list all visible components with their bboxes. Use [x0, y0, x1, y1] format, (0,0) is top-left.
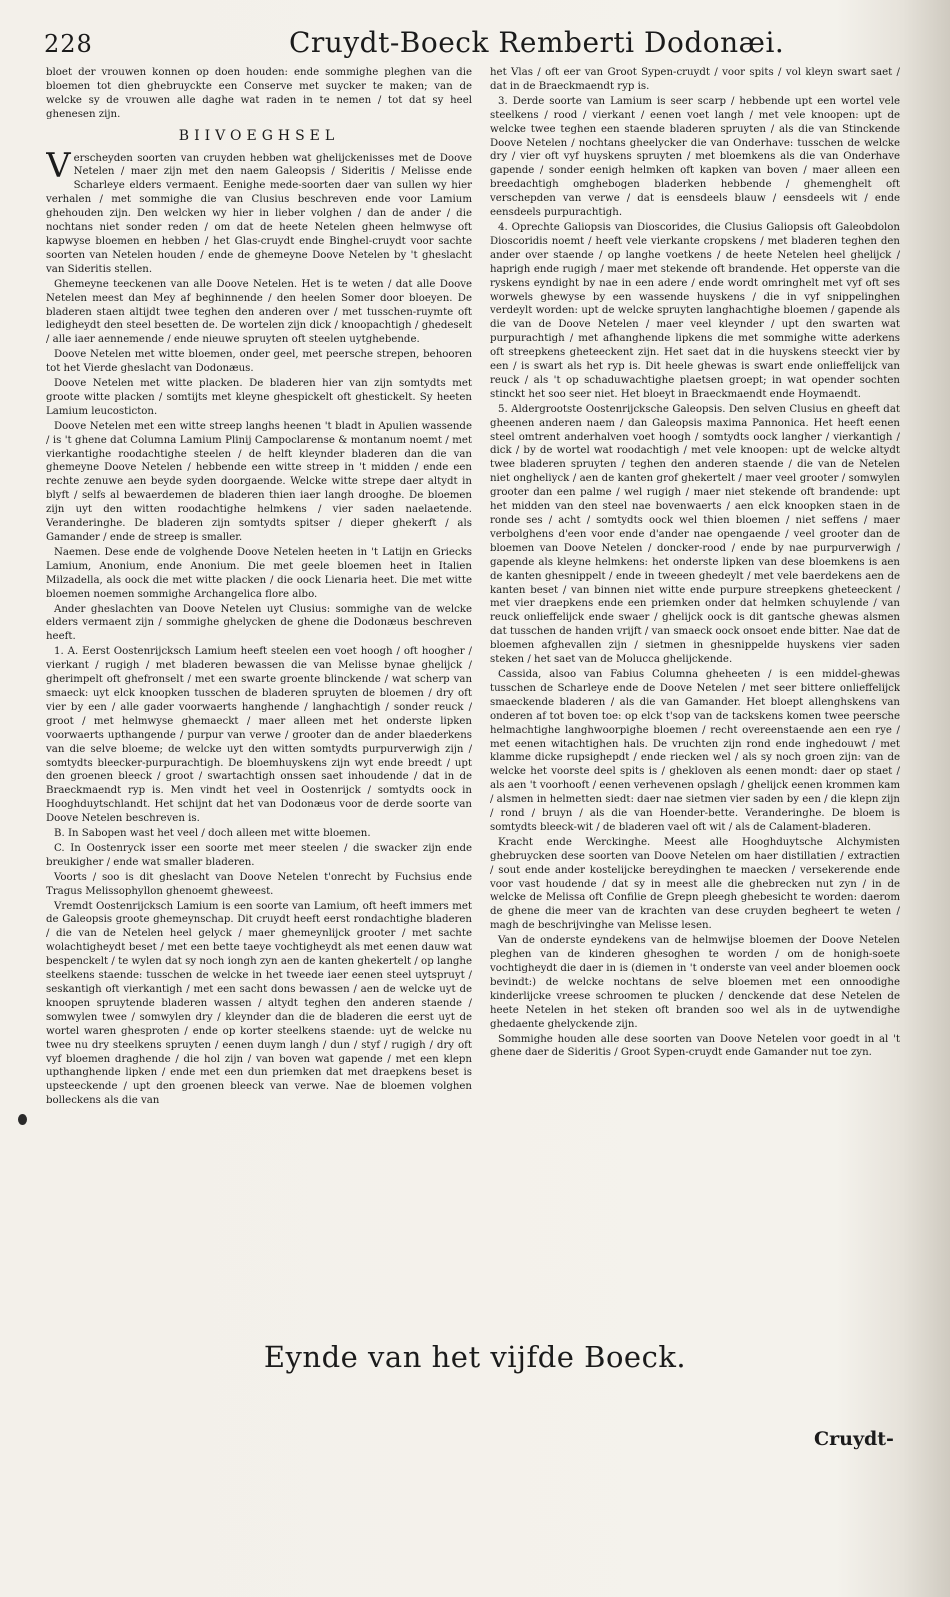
right-paragraph: Sommighe houden alle dese soorten van Doove Netelen voor goedt in al 't ghene daer de Sideritis / Groot Sypen-cruydt ende Gamander nut toe zyn. [490, 1033, 900, 1059]
left-column [46, 66, 472, 1316]
intro-paragraph: bloet der vrouwen konnen op doen houden: ende sommighe pleghen van die bloemen tot dien ghebruyckte een Conserve met suycker te maken; van de welcke sy de vrouwen alle daghe wat raden in te nemen / tot dat sy heel ghenesen zijn. [46, 67, 472, 120]
ink-spot [18, 1114, 27, 1125]
right-paragraph: Kracht ende Werckinghe. Meest alle Hooghduytsche Alchymisten ghebruycken dese soorten van Doove Netelen om haer distillatien / extractien / sout ende ander kostelijcke bereydinghen te maecken / versekerende ende voor vast houdende / dat sy in meest alle die ghebrecken nut zyn / in de welcke de Melissa oft Confilie de Grepn pleegh ghebesicht te worden: daerom de ghene die meer van de krachten van dese cruyden begheert te weten / magh de beschrijvinghe van Melisse lesen. [490, 836, 900, 932]
section-heading: BIIVOEGHSEL [178, 127, 340, 144]
left-paragraph: Doove Netelen met een witte streep langhs heenen 't bladt in Apulien wassende / is 't ghene dat Columna Lamium Plinij Campoclarense & montanum noemt / met vierkantighe roodachtighe steelen / de helft kleynder bladeren dan die van ghemeyne Doove Netelen / hebbende een witte streep in 't midden / ende een rechte zenuwe aen beyde syden doorgaende. Welcke witte strepe daer altydt in blyft / selfs al bewaerdemen de bladeren thien iaer langh drooghe. De bloemen zijn uyt den witten roodachtighe helmkens / vier saden naelaetende. Veranderinghe. De bladeren zijn somtydts spitser / dieper ghekerft / als Gamander / ende de streep is smaller. [46, 420, 472, 543]
drop-cap: V [46, 145, 71, 186]
left-paragraph: Voorts / soo is dit gheslacht van Doove Netelen t'onrecht by Fuchsius ende Tragus Melissophyllon ghenoemt gheweest. [46, 871, 472, 897]
left-paragraph: Doove Netelen met witte placken. De bladeren hier van zijn somtydts met groote witte placken / somtijts met kleyne ghespickelt oft ghestickelt. Sy heeten Lamium leucosticton. [46, 378, 472, 417]
right-column [490, 66, 900, 1256]
running-title: Cruydt-Boeck Remberti Dodonæi. [289, 26, 785, 59]
right-paragraph: Cassida, alsoo van Fabius Columna gheheeten / is een middel-ghewas tusschen de Scharleye ende de Doove Netelen / met seer bittere onlieffelijck smaeckende bladeren / als die van Gamander. Het bloept allenghskens van onderen af tot boven toe: op elck t'sop van de tackskens komen twee peersche helmachtighe langhwoorpighe bloemen / recht overeenstaende aen een rye / met eenen witachtighen hals. De vruchten zijn rond ende inghedouwt / met klamme dicke rupsighepdt / ende riecken wel / als sy noch groen zijn: van de welcke het voorste deel spits is / ghekloven als eenen mondt: daer op staet / als aen 't voorhooft / eenen verhevenen opslagh / ghelijck eenen krommen kam / alsmen in helmetten siedt: daer nae sietmen vier saden by een / die klepn zijn / rond / bruyn / als die van Hoender-bette. Veranderinghe. De bloem is somtydts bleeck-wit / de bladeren vael oft wit / als de Calament-bladeren. [490, 668, 900, 833]
left-paragraph: Ander gheslachten van Doove Netelen uyt Clusius: sommighe van de welcke elders vermaent zijn / sommighe ghelycken de ghene die Dodonæus beschreven heeft. [46, 603, 472, 643]
left-paragraph: B. In Sabopen wast het veel / doch alleen met witte bloemen. [54, 828, 371, 840]
end-of-book-title: Eynde van het vijfde Boeck. [263, 1340, 687, 1374]
page-number: 228 [44, 30, 93, 58]
left-paragraph: Doove Netelen met witte bloemen, onder geel, met peersche strepen, behooren tot het Vierde gheslacht van Dodonæus. [46, 349, 472, 375]
catchword: Cruydt- [814, 1428, 894, 1450]
left-paragraph: Ghemeyne teeckenen van alle Doove Netelen. Het is te weten / dat alle Doove Netelen meest dan Mey af beghinnende / den heelen Somer door bloeyen. De bladeren staen altijdt twee teghen den anderen over / met tusschen-ruymte oft ledigheydt den steel besetten de. De wortelen zijn dick / knoopachtigh / ghedeselt / alle iaer aennemende / ende nieuwe spruyten oft steelen uytghebende. [46, 278, 472, 346]
right-paragraph: het Vlas / oft eer van Groot Sypen-cruydt / voor spits / vol kleyn swart saet / dat in de Braeckmaendt ryp is. [490, 67, 900, 92]
left-paragraph: C. In Oostenryck isser een soorte met meer steelen / die swacker zijn ende breukigher / ende wat smaller bladeren. [46, 842, 472, 868]
right-paragraph: 5. Aldergrootste Oostenrijcksche Galeopsis. Den selven Clusius en gheeft dat gheenen anderen naem / dan Galeopsis maxima Pannonica. Het heeft eenen steel omtrent anderhalven voet hoogh / somtydts oock langher / vierkantigh / dick / by de wortel wat roodachtigh / met vele knoopen: upt de welcke altydt twee bladeren spruyten / teghen den anderen staende / die van de Netelen niet ongheliyck / aen de kanten grof ghekertelt / maer veel grooter / somwylen grooter dan een palme / wel rugigh / maer niet stekende oft brandende: upt het midden van den steel nae bovenwaerts / aen elck knoopken staen in de ronde ses / acht / somtydts oock wel thien bloemen / niet seffens / maer verbolghens d'een voor ende d'ander nae opengaende / veel grooter dan de bloemen van Doove Netelen / doncker-rood / ende by nae purpurverwigh / gapende als kleyne helmkens: het onderste lipken van dese bloemkens is aen de kanten ghesnippelt / ende in tweeen ghedeylt / met vele baerdekens aen de kanten beset / van binnen niet witte ende purpure streepkens gheteeckent / met vier draepkens ende een priemken onder dat helmken schuylende / van reuck onlieffelijck ende swaer / ghelijck oock is dit gantsche ghewas alsmen dat tusschen de handen vrijft / van smaeck oock onsoet ende bitter. Nae dat de bloemen afghevallen zijn / sietmen in ghesnippelde huyskens vier saden steken / het saet van de Molucca ghelijckende. [490, 403, 900, 666]
left-paragraph: Verscheyden soorten van cruyden hebben wat ghelijckenisses met de Doove Netelen / maer zijn met den naem Galeopsis / Sideritis / Melisse ende Scharleye elders vermaent. Eenighe mede-soorten daer van sullen wy hier verhalen / met sommighe die van Clusius beschreven ende voor Lamium ghehouden zijn. Den welcken wy hier in lieber volghen / dan de ander / die nochtans niet sonder reden / om dat de heete Netelen gheen helmwyse oft kapwyse bloemen en hebben / het Glas-cruydt ende Binghel-cruydt voor sachte soorten van Netelen houden / ende de ghemeyne Doove Netelen by 't gheslacht van Sideritis stellen. [46, 145, 472, 275]
left-paragraph: Vremdt Oostenrijcksch Lamium is een soorte van Lamium, oft heeft immers met de Galeopsis groote ghemeynschap. Dit cruydt heeft eerst rondachtighe bladeren / die van de Netelen heel gelyck / maer ghemeynlijck grooter / met sachte wolachtigheydt beset / met een bette taeye vochtigheydt als met eenen dauw wat bespenckelt / te wylen dat sy noch iongh zyn aen de kanten ghekertelt / op langhe steelkens staende: tusschen de welcke in het tweede iaer eenen steel uytspruyt / seskantigh oft vierkantigh / met een sacht dons bewassen / aen de welcke uyt de knoopen spruytende bladeren wassen / altydt teghen den anderen staende / somwylen twee / somwylen dry / kleynder dan die de bladeren die eerst uyt de wortel waren ghesproten / ende op korter steelkens staende: uyt de welcke nu twee nu dry steelkens spruyten / eenen duym langh / dun / styf / rugigh / dry oft vyf bloemen draghende / die hol zijn / van boven wat gapende / met een klepn upthanghende lipken / ende met een dun priemken dat met draepkens beset is upsteeckende / upt den groenen bleeck van verwe. Nae de bloemen volghen bolleckens als die van [46, 900, 472, 1107]
page-header [44, 22, 904, 66]
left-paragraph: Naemen. Dese ende de volghende Doove Netelen heeten in 't Latijn en Griecks Lamium, Anonium, ende Anonium. Die met geele bloemen heet in Italien Milzadella, als oock die met witte placken / die oock Lienaria heet. Die met witte bloemen noemen sommighe Archangelica flore albo. [46, 546, 472, 600]
right-paragraph: 4. Oprechte Galiopsis van Dioscorides, die Clusius Galiopsis oft Galeobdolon Dioscoridis noemt / heeft vele vierkante cropskens / met bladeren teghen den ander over staende / op langhe voetkens / de heete Netelen heel ghelijck / haprigh ende rugigh / maer met stekende oft brandende. Het opperste van die ryskens eyndight by nae in een adere / ende wordt omringhelt met vyf oft ses worwels ghewyse by een wassende huyskens / die in vyf snippelinghen verdeylt worden: upt de welcke spruyten langhachtighe bloemen / gapende als die van de Doove Netelen / maer veel kleynder / upt den swarten wat purpurachtigh / met afhanghende lipkens die met sommighe witte aderkens oft streepkens gheteeckent zijn. Het saet dat in die huyskens steeckt vier by een / is swart als het ryp is. Dit heele ghewas is swart ende onlieffelijck van reuck / als 't op schaduwachtighe plaetsen groept; in wat opender sochten stinckt het soo seer niet. Het bloeyt in Braeckmaendt ende Hoymaendt. [490, 221, 900, 400]
right-paragraph: Van de onderste eyndekens van de helmwijse bloemen der Doove Netelen pleghen van de kinderen ghesoghen te worden / om de honigh-soete vochtigheydt die daer in is (diemen in 't onderste van veel ander bloemen oock bevindt:) de welcke nochtans de selve bloemen met een onnoodighe kinderlijcke vreese schroomen te plucken / denckende dat dese Netelen de heete Netelen in het steken oft branden soo wel als in de uytwendighe ghedaente ghelyckende zijn. [490, 935, 900, 1030]
left-paragraph: 1. A. Eerst Oostenrijcksch Lamium heeft steelen een voet hoogh / oft hoogher / vierkant / rugigh / met bladeren bewassen die van Melisse bynae ghelijck / gherimpelt oft ghefronselt / met een swarte groente blinckende / wat scherp van smaeck: uyt elck knoopken tusschen de bladeren spruyten de bloemen / dry oft vier by een / alle gader voorwaerts hanghende / langhachtigh / sonder reuck / groot / met helmwyse ghemaeckt / maer alleen met het onderste lipken voorwaerts upthangende / purpur van verwe / grooter dan de ander blaederkens van die selve bloeme; de welcke uyt den witten somtydts purpurverwigh zijn / somtydts bleecker-purpurachtigh. De bloemhuyskens zijn wyt ende breedt / upt den groenen bleeck / groot / swartachtigh onssen saet inhoudende / dat in de Braeckmaendt ryp is. Men vindt het veel in Oostenrijck / somtydts oock in Hooghduytschlandt. Het schijnt dat het van Dodonæus voor de derde soorte van Doove Netelen beschreven is. [46, 646, 472, 825]
right-paragraph: 3. Derde soorte van Lamium is seer scarp / hebbende upt een wortel vele steelkens / rood / vierkant / eenen voet langh / met vele knoopen: upt de welcke twee teghen een staende bladeren spruyten / als die van Stinckende Doove Netelen / nochtans gheelycker die van Onderhave: tusschen de welcke dry / vier oft vyf huyskens spruyten / met bloemkens als die van Onderhave gapende / sonder eenigh helmken oft kapken van boven / maer alleen een breedachtigh omghebogen bladerken hebbende / ghemenghelt oft verschepden van verwe / dat is eensdeels blauw / eensdeels wit / ende eensdeels purpurachtigh. [490, 95, 900, 219]
